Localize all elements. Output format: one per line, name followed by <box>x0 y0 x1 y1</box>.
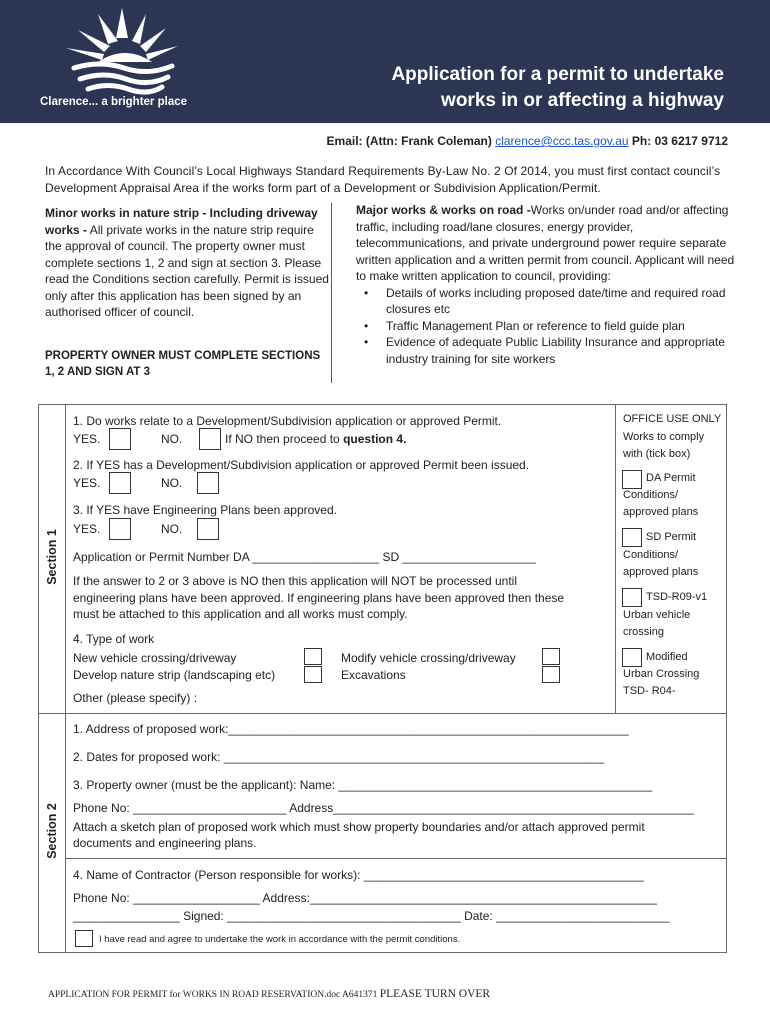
major-works-body: Works on/under road and/or affecting traffic, including road/lane closures, energy provider, telecommunications, and private underground power require separate written application and a written permit from council. Applicant will need to make written application to council, providing: <box>356 203 735 283</box>
intro-text: In Accordance With Council’s Local Highways Standard Requirements By-Law No. 2 Of 2014, you must first contact council’s Development Appraisal Area if the works form part of a Development or Subdivision Application/Permit. <box>45 164 721 195</box>
bullet-icon: • <box>364 318 369 333</box>
new-crossing-checkbox[interactable] <box>304 648 322 665</box>
property-owner-field[interactable]: 3. Property owner (must be the applicant): Name: _______________________________________________ <box>73 778 653 792</box>
q1-if-no-note: If NO then proceed to question 4. <box>225 432 407 446</box>
section1-label: Section 1 <box>45 529 59 585</box>
bullet-icon: • <box>364 285 369 300</box>
office-sd-line3: approved plans <box>623 566 699 578</box>
other-specify-field[interactable]: Other (please specify) : <box>73 691 198 705</box>
agree-checkbox[interactable] <box>75 930 93 947</box>
note-line-3: must be attached to this application and all works must comply. <box>73 607 408 621</box>
office-da-line2: Conditions/ <box>623 489 679 501</box>
q2-yes-checkbox[interactable] <box>109 472 131 494</box>
q2-no-label: NO. <box>161 476 183 490</box>
office-modified-line2: Urban Crossing <box>623 668 700 680</box>
email-label: Email: (Attn: Frank Coleman) <box>326 134 492 148</box>
please-turn-over: PLEASE TURN OVER <box>379 988 491 1000</box>
list-item: • Traffic Management Plan or reference to field guide plan <box>364 318 685 333</box>
form-title <box>391 62 724 114</box>
q3-no-label: NO. <box>161 522 183 536</box>
modify-crossing-checkbox[interactable] <box>542 648 560 665</box>
sun-waves-logo-icon <box>60 6 190 96</box>
office-tsd-r09-checkbox[interactable] <box>622 588 642 607</box>
major-works-heading: Major works & works on road - <box>356 203 531 217</box>
office-da-line1: DA Permit <box>646 472 696 484</box>
excavations-label: Excavations <box>341 668 406 682</box>
q2-no-checkbox[interactable] <box>197 472 219 494</box>
q1-yes-checkbox[interactable] <box>109 428 131 450</box>
question-2: 2. If YES has a Development/Subdivision application or approved Permit been issued. <box>73 458 530 472</box>
note-line-2: engineering plans have been approved. If engineering plans have been approved then these <box>73 591 565 605</box>
office-tsd-r09-line1: TSD-R09-v1 <box>646 591 708 603</box>
form-title-line1: Application for a permit to undertake <box>391 64 724 85</box>
contact-line <box>327 134 728 148</box>
signature-date-field[interactable]: ________________ Signed: ___________________________________ Date: __________________________ <box>73 909 670 923</box>
contractor-name-field[interactable]: 4. Name of Contractor (Person responsible for works): __________________________________________ <box>73 868 645 882</box>
office-sd-line1: SD Permit <box>646 531 697 543</box>
owner-phone-address-field[interactable]: Phone No: _______________________ Address______________________________________________________ <box>73 801 694 815</box>
form-title-line2: works in or affecting a highway <box>441 90 724 111</box>
q1-yes-label: YES. <box>73 432 101 446</box>
council-logo <box>40 6 200 116</box>
office-da-line3: approved plans <box>623 506 699 518</box>
office-tsd-r09-line3: crossing <box>623 626 664 638</box>
note-line-1: If the answer to 2 or 3 above is NO then this application will NOT be processed until <box>73 574 518 588</box>
office-modified-line1: Modified <box>646 651 688 663</box>
question-4: 4. Type of work <box>73 632 155 646</box>
office-use-sub1: Works to comply <box>623 431 705 443</box>
office-use-heading: OFFICE USE ONLY <box>623 413 722 425</box>
agree-text: I have read and agree to undertake the work in accordance with the permit conditions. <box>99 934 461 945</box>
major-works-list <box>356 285 736 368</box>
question-3: 3. If YES have Engineering Plans been approved. <box>73 503 337 517</box>
application-number-field[interactable]: Application or Permit Number DA ___________________ SD ____________________ <box>73 550 537 564</box>
office-sd-line2: Conditions/ <box>623 549 679 561</box>
q3-yes-checkbox[interactable] <box>109 518 131 540</box>
work-address-field[interactable]: 1. Address of proposed work:____________________________________________________________ <box>73 722 629 736</box>
email-link[interactable]: clarence@ccc.tas.gov.au <box>495 134 629 148</box>
column-divider <box>331 203 332 383</box>
contractor-phone-address-field[interactable]: Phone No: ___________________ Address:____________________________________________________ <box>73 891 657 905</box>
office-modified-line3: TSD- R04- <box>623 685 676 697</box>
office-da-checkbox[interactable] <box>622 470 642 489</box>
office-sd-checkbox[interactable] <box>622 528 642 547</box>
minor-works-heading: Minor works in nature strip - Including driveway works - <box>45 206 318 237</box>
council-tagline: Clarence... a brighter place <box>40 96 188 108</box>
q1-no-label: NO. <box>161 432 183 446</box>
attach-note-line2: documents and engineering plans. <box>73 836 257 850</box>
owner-must-complete-note: PROPERTY OWNER MUST COMPLETE SECTIONS 1, 2 AND SIGN AT 3 <box>45 350 321 378</box>
phone-number: Ph: 03 6217 9712 <box>631 134 728 148</box>
question-1: 1. Do works relate to a Development/Subdivision application or approved Permit. <box>73 414 502 428</box>
minor-works-text <box>45 205 330 321</box>
q1-no-checkbox[interactable] <box>199 428 221 450</box>
q3-no-checkbox[interactable] <box>197 518 219 540</box>
major-works-text <box>356 202 736 367</box>
new-crossing-label: New vehicle crossing/driveway <box>73 651 237 665</box>
nature-strip-label: Develop nature strip (landscaping etc) <box>73 668 276 682</box>
q3-yes-label: YES. <box>73 522 101 536</box>
modify-crossing-label: Modify vehicle crossing/driveway <box>341 651 516 665</box>
footer-doc-ref: APPLICATION FOR PERMIT for WORKS IN ROAD RESERVATION.doc A641371 <box>48 990 378 1000</box>
section2-label: Section 2 <box>45 803 59 859</box>
bullet-icon: • <box>364 335 369 349</box>
office-tsd-r09-line2: Urban vehicle <box>623 609 691 621</box>
office-use-sub2: with (tick box) <box>623 448 691 460</box>
q2-yes-label: YES. <box>73 476 101 490</box>
section2-divider <box>65 858 727 859</box>
list-item: • Details of works including proposed date/time and required road closures etc <box>364 285 726 316</box>
header-banner <box>0 0 770 123</box>
office-modified-checkbox[interactable] <box>622 648 642 667</box>
list-item: • Evidence of adequate Public Liability Insurance and appropriate industry training for site workers <box>364 335 725 366</box>
work-dates-field[interactable]: 2. Dates for proposed work: _________________________________________________________ <box>73 750 605 764</box>
nature-strip-checkbox[interactable] <box>304 666 322 683</box>
excavations-checkbox[interactable] <box>542 666 560 683</box>
minor-works-body: All private works in the nature strip require the approval of council. The property owner must complete sections 1, 2 and sign at section 3. Please read the Conditions section carefully. Permit is issued only after this application has been signed by an authorised officer of council. <box>45 222 329 319</box>
footer <box>48 988 490 1000</box>
attach-note-line1: Attach a sketch plan of proposed work which must show property boundaries and/or attach approved permit <box>73 820 645 834</box>
